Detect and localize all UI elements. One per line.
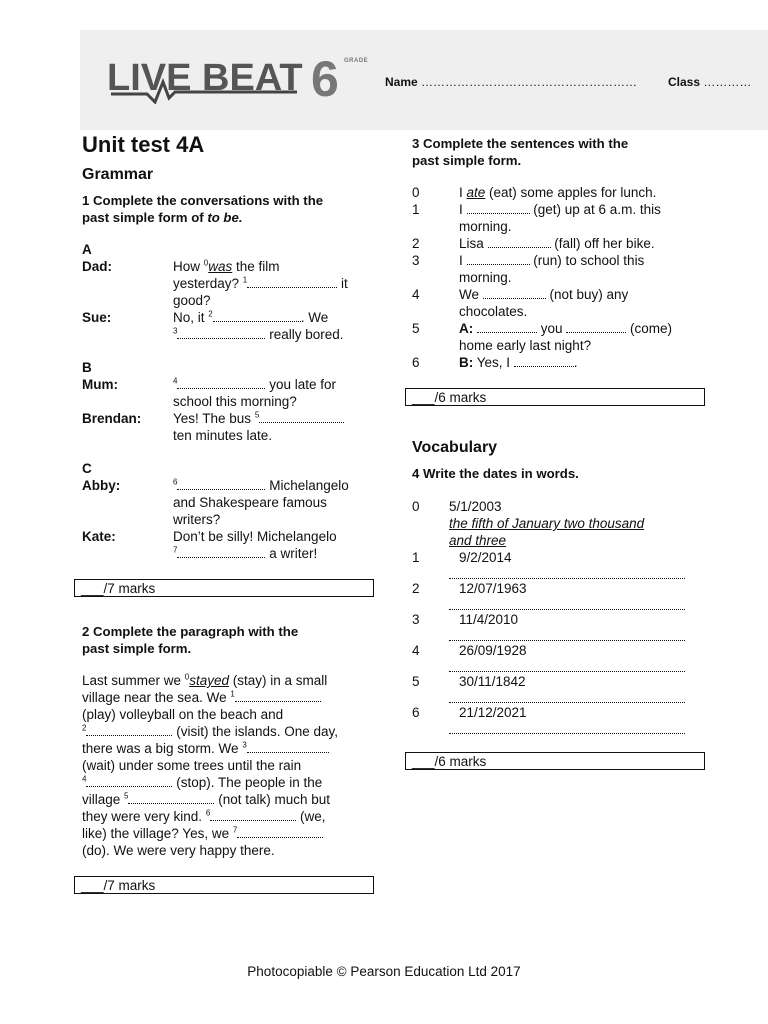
ex4-answer-line-1[interactable] bbox=[449, 578, 685, 579]
ex3-num-2: 2 bbox=[412, 236, 420, 251]
brendan-line-1: Yes! The bus $^5$ bbox=[173, 411, 344, 428]
class-field[interactable] bbox=[668, 75, 751, 89]
paragraph-line-5: there was a big storm. We $^3$ bbox=[82, 741, 329, 758]
answer-blank-6[interactable] bbox=[177, 478, 265, 490]
ex3-num-3: 3 bbox=[412, 253, 420, 268]
ex4-date-4: 26/09/1928 bbox=[459, 643, 527, 658]
ex3-num-1: 1 bbox=[412, 202, 420, 217]
speaker-sue: Sue: bbox=[82, 310, 112, 325]
dad-line-3: good? bbox=[173, 293, 211, 308]
abby-line-3: writers? bbox=[173, 512, 221, 527]
ex3-sentence-4-cont: chocolates. bbox=[459, 304, 528, 319]
abby-line-2: and Shakespeare famous bbox=[173, 495, 327, 510]
paragraph-line-2: village near the sea. We $^1$ bbox=[82, 690, 321, 707]
ex4-date-2: 12/07/1963 bbox=[459, 581, 527, 596]
ex3-sentence-4: We (not buy) any bbox=[459, 287, 629, 302]
paragraph-line-7: $^4$ (stop). The people in the bbox=[82, 774, 323, 790]
ex3-instruction: 3 Complete the sentences with the past simple form. bbox=[412, 136, 629, 168]
dad-line-1: How $^0$was the film bbox=[173, 258, 280, 274]
ex3-blank-5b[interactable] bbox=[566, 321, 626, 333]
ex3-num-6: 6 bbox=[412, 355, 420, 370]
ex4-num-2: 2 bbox=[412, 581, 420, 596]
answer-blank-5[interactable] bbox=[259, 411, 344, 423]
ex3-blank-5a[interactable] bbox=[477, 321, 537, 333]
ex4-num-4: 4 bbox=[412, 643, 420, 658]
speaker-kate: Kate: bbox=[82, 529, 116, 544]
class-dots: ………… bbox=[703, 75, 752, 89]
dad-line-2: yesterday? $^1$ it bbox=[173, 275, 348, 291]
ex2-instruction: 2 Complete the paragraph with the past simple form. bbox=[82, 624, 299, 656]
paragraph-line-4: $^2$ (visit) the islands. One day, bbox=[82, 723, 339, 739]
paragraph-line-10: like) the village? Yes, we $^7$ bbox=[82, 826, 323, 843]
answer-blank-1[interactable] bbox=[247, 276, 337, 288]
ex2-marks-box[interactable]: ___/7 marks bbox=[74, 876, 374, 894]
answer-blank-2[interactable] bbox=[213, 310, 301, 322]
paragraph-line-1: Last summer we $^0$stayed (stay) in a small bbox=[82, 672, 328, 688]
mum-line-2: school this morning? bbox=[173, 394, 297, 409]
ex4-num-3: 3 bbox=[412, 612, 420, 627]
answer-blank-4[interactable] bbox=[177, 377, 265, 389]
paragraph-blank-6[interactable] bbox=[210, 809, 296, 821]
paragraph-blank-7[interactable] bbox=[237, 826, 323, 838]
ex3-sentence-3: I (run) to school this bbox=[459, 253, 645, 268]
ex3-marks-box[interactable]: ___/6 marks bbox=[405, 388, 705, 406]
ex3-sentence-6: B: Yes, I . bbox=[459, 355, 578, 370]
brendan-line-2: ten minutes late. bbox=[173, 428, 273, 443]
ex4-example-answer-1: the fifth of January two thousand bbox=[449, 516, 645, 531]
paragraph-blank-5[interactable] bbox=[128, 792, 214, 804]
ex4-num-0: 0 bbox=[412, 499, 420, 514]
ex1-marks-box[interactable]: ___/7 marks bbox=[74, 579, 374, 597]
sue-line-1: No, it $^2$ . We bbox=[173, 309, 329, 325]
ex3-sentence-5: A: you (come) bbox=[459, 321, 673, 336]
unit-title: Unit test 4A bbox=[82, 132, 205, 157]
ex3-sentence-1-cont: morning. bbox=[459, 219, 512, 234]
name-dots: ……………………………………………… bbox=[421, 75, 638, 89]
class-label: Class bbox=[668, 75, 701, 89]
name-field[interactable] bbox=[385, 75, 637, 89]
ex3-num-5: 5 bbox=[412, 321, 420, 336]
ex3-sentence-2: Lisa (fall) off her bike. bbox=[459, 236, 655, 251]
paragraph-blank-2[interactable] bbox=[86, 724, 172, 736]
ex4-answer-line-5[interactable] bbox=[449, 702, 685, 703]
ex3-num-0: 0 bbox=[412, 185, 420, 200]
paragraph-blank-4[interactable] bbox=[86, 775, 172, 787]
logo-live: LIVE bbox=[107, 57, 192, 99]
copyright-footer: Photocopiable © Pearson Education Ltd 2017 bbox=[247, 964, 521, 979]
kate-line-2: $^7$ a writer! bbox=[173, 545, 318, 561]
paragraph-line-9: they were very kind. $^6$ (we, bbox=[82, 808, 326, 824]
ex4-answer-line-6[interactable] bbox=[449, 733, 685, 734]
ex4-answer-line-4[interactable] bbox=[449, 671, 685, 672]
livebeat-logo bbox=[107, 52, 357, 104]
paragraph-blank-1[interactable] bbox=[235, 690, 321, 702]
ex4-answer-line-2[interactable] bbox=[449, 609, 685, 610]
name-label: Name bbox=[385, 75, 418, 89]
grade-label: GRADE bbox=[344, 58, 369, 64]
dialogue-b-label: B bbox=[82, 360, 92, 375]
ex4-date-0: 5/1/2003 bbox=[449, 499, 502, 514]
ex4-date-3: 11/4/2010 bbox=[459, 612, 519, 627]
mum-line-1: $^4$ you late for bbox=[173, 376, 336, 392]
paragraph-line-3: (play) volleyball on the beach and bbox=[82, 707, 284, 722]
ex3-sentence-3-cont: morning. bbox=[459, 270, 512, 285]
ex4-date-5: 30/11/1842 bbox=[459, 674, 526, 689]
ex3-sentence-0: I ate (eat) some apples for lunch. bbox=[459, 185, 657, 200]
ex4-num-6: 6 bbox=[412, 705, 420, 720]
ex4-num-5: 5 bbox=[412, 674, 420, 689]
answer-blank-7[interactable] bbox=[177, 546, 265, 558]
ex4-num-1: 1 bbox=[412, 550, 420, 565]
vocabulary-heading: Vocabulary bbox=[412, 439, 498, 456]
ex3-blank-2[interactable] bbox=[488, 236, 551, 248]
grammar-heading: Grammar bbox=[82, 166, 154, 183]
ex3-sentence-5-cont: home early last night? bbox=[459, 338, 592, 353]
ex3-blank-6[interactable] bbox=[514, 355, 574, 367]
dialogue-c-label: C bbox=[82, 461, 92, 476]
ex3-sentence-1: I (get) up at 6 a.m. this bbox=[459, 202, 661, 217]
ex4-example-answer-2: and three bbox=[449, 533, 507, 548]
paragraph-line-8: village $^5$ (not talk) much but bbox=[82, 791, 331, 807]
ex4-date-1: 9/2/2014 bbox=[459, 550, 512, 565]
ex3-blank-1[interactable] bbox=[467, 202, 530, 214]
ex1-instruction: 1 Complete the conversations with the past simple form of to be. bbox=[82, 193, 324, 225]
ex3-blank-3[interactable] bbox=[467, 253, 530, 265]
answer-blank-3[interactable] bbox=[177, 327, 265, 339]
ex4-instruction: 4 Write the dates in words. bbox=[412, 466, 579, 481]
kate-line-1: Don’t be silly! Michelangelo bbox=[173, 529, 337, 544]
sue-line-2: $^3$ really bored. bbox=[173, 326, 344, 342]
speaker-dad: Dad: bbox=[82, 259, 112, 274]
ex4-date-6: 21/12/2021 bbox=[459, 705, 527, 720]
ex3-blank-4[interactable] bbox=[483, 287, 546, 299]
dialogue-a-label: A bbox=[82, 242, 92, 257]
ex3-num-4: 4 bbox=[412, 287, 420, 302]
speaker-abby: Abby: bbox=[82, 478, 121, 493]
speaker-brendan: Brendan: bbox=[82, 411, 142, 426]
speaker-mum: Mum: bbox=[82, 377, 118, 392]
ex4-answer-line-3[interactable] bbox=[449, 640, 685, 641]
paragraph-line-6: (wait) under some trees until the rain bbox=[82, 758, 302, 773]
ex4-marks-box[interactable]: ___/6 marks bbox=[405, 752, 705, 770]
logo-beat: BEAT bbox=[202, 57, 303, 99]
abby-line-1: $^6$ Michelangelo bbox=[173, 477, 349, 493]
paragraph-blank-3[interactable] bbox=[247, 741, 329, 753]
paragraph-line-11: (do). We were very happy there. bbox=[82, 843, 275, 858]
logo-number: 6 bbox=[311, 52, 339, 104]
